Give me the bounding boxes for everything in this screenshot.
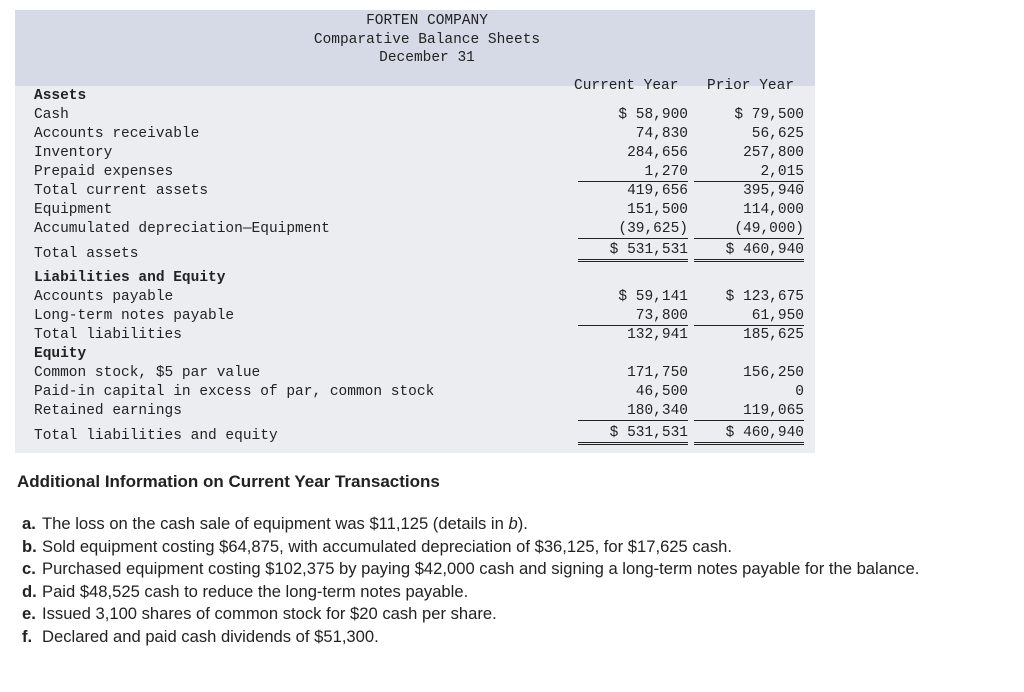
equipment-current: 151,500 (627, 202, 688, 218)
statement-title: Comparative Balance Sheets (313, 32, 541, 48)
row-label-accounts-receivable: Accounts receivable (34, 126, 200, 142)
item-letter: e. (22, 604, 36, 624)
total-current-assets-current: 419,656 (627, 183, 688, 199)
item-text: Purchased equipment costing $102,375 by paying $42,000 cash and signing a long-term notes payable for the balance. (42, 559, 920, 579)
item-text: The loss on the cash sale of equipment was $11,125 (details in (42, 514, 509, 533)
item-text: Paid $48,525 cash to reduce the long-term notes payable. (42, 581, 469, 601)
retained-earnings-prior: 119,065 (694, 402, 804, 421)
total-liabilities-current: 132,941 (627, 327, 688, 343)
total-liabilities-equity-prior: $ 460,940 (694, 424, 804, 445)
item-text: Issued 3,100 shares of common stock for $20 cash per share. (42, 604, 497, 624)
item-letter: c. (22, 559, 36, 579)
item-reference: b (508, 514, 518, 533)
cash-prior: $ 79,500 (734, 107, 804, 123)
total-liabilities-prior: 185,625 (743, 327, 804, 343)
row-label-equipment: Equipment (34, 202, 113, 218)
accounts-receivable-current: 74,830 (635, 126, 688, 142)
accounts-receivable-prior: 56,625 (751, 126, 804, 142)
paid-in-capital-current: 46,500 (635, 384, 688, 400)
company-name: FORTEN COMPANY (366, 13, 488, 29)
row-label-prepaid-expenses: Prepaid expenses (34, 164, 174, 180)
row-label-retained-earnings: Retained earnings (34, 403, 182, 419)
total-current-assets-prior: 395,940 (743, 183, 804, 199)
list-item (22, 513, 1017, 536)
row-label-paid-in-capital: Paid-in capital in excess of par, common stock (34, 384, 435, 400)
inventory-prior: 257,800 (743, 145, 804, 161)
accounts-payable-current: $ 59,141 (618, 289, 688, 305)
list-item (22, 558, 1017, 581)
row-label-accumulated-depreciation: Accumulated depreciation—Equipment (34, 221, 330, 237)
row-label-cash: Cash (34, 107, 69, 123)
additional-info-list (22, 513, 1017, 649)
item-letter: a. (22, 514, 36, 533)
total-assets-current: $ 531,531 (578, 241, 688, 262)
statement-date: December 31 (379, 50, 475, 66)
section-assets: Assets (34, 88, 87, 104)
row-label-accounts-payable: Accounts payable (34, 289, 174, 305)
row-label-inventory: Inventory (34, 145, 113, 161)
list-item (22, 536, 1017, 559)
item-letter: f. (22, 626, 33, 646)
total-assets-prior: $ 460,940 (694, 241, 804, 262)
item-letter: b. (22, 536, 37, 556)
total-liabilities-equity-current: $ 531,531 (578, 424, 688, 445)
inventory-current: 284,656 (627, 145, 688, 161)
additional-info-heading: Additional Information on Current Year Transactions (17, 472, 440, 491)
retained-earnings-current: 180,340 (578, 402, 688, 421)
equipment-prior: 114,000 (743, 202, 804, 218)
item-text-end: ). (517, 514, 528, 533)
row-label-total-current-assets: Total current assets (34, 183, 209, 199)
list-item (22, 603, 1017, 626)
list-item (22, 581, 1017, 604)
section-liabilities-equity: Liabilities and Equity (34, 270, 226, 286)
column-header-prior-year: Prior Year (707, 78, 795, 94)
column-header-current-year: Current Year (574, 78, 679, 94)
row-label-long-term-notes-payable: Long-term notes payable (34, 308, 235, 324)
accumulated-depreciation-prior: (49,000) (694, 220, 804, 239)
item-text: Sold equipment costing $64,875, with accumulated depreciation of $36,125, for $17,625 cash. (42, 536, 733, 556)
balance-sheet-table (15, 10, 815, 453)
paid-in-capital-prior: 0 (795, 384, 804, 400)
row-label-total-liabilities-equity: Total liabilities and equity (34, 428, 278, 444)
prepaid-expenses-current: 1,270 (578, 163, 688, 182)
long-term-notes-payable-prior: 61,950 (694, 307, 804, 326)
item-letter: d. (22, 581, 37, 601)
row-label-total-liabilities: Total liabilities (34, 327, 182, 343)
accumulated-depreciation-current: (39,625) (578, 220, 688, 239)
prepaid-expenses-prior: 2,015 (694, 163, 804, 182)
item-text: Declared and paid cash dividends of $51,300. (42, 626, 379, 646)
section-equity: Equity (34, 346, 87, 362)
list-item (22, 626, 1017, 649)
common-stock-prior: 156,250 (743, 365, 804, 381)
row-label-total-assets: Total assets (34, 246, 139, 262)
row-label-common-stock: Common stock, $5 par value (34, 365, 261, 381)
accounts-payable-prior: $ 123,675 (725, 289, 804, 305)
cash-current: $ 58,900 (618, 107, 688, 123)
common-stock-current: 171,750 (627, 365, 688, 381)
long-term-notes-payable-current: 73,800 (578, 307, 688, 326)
